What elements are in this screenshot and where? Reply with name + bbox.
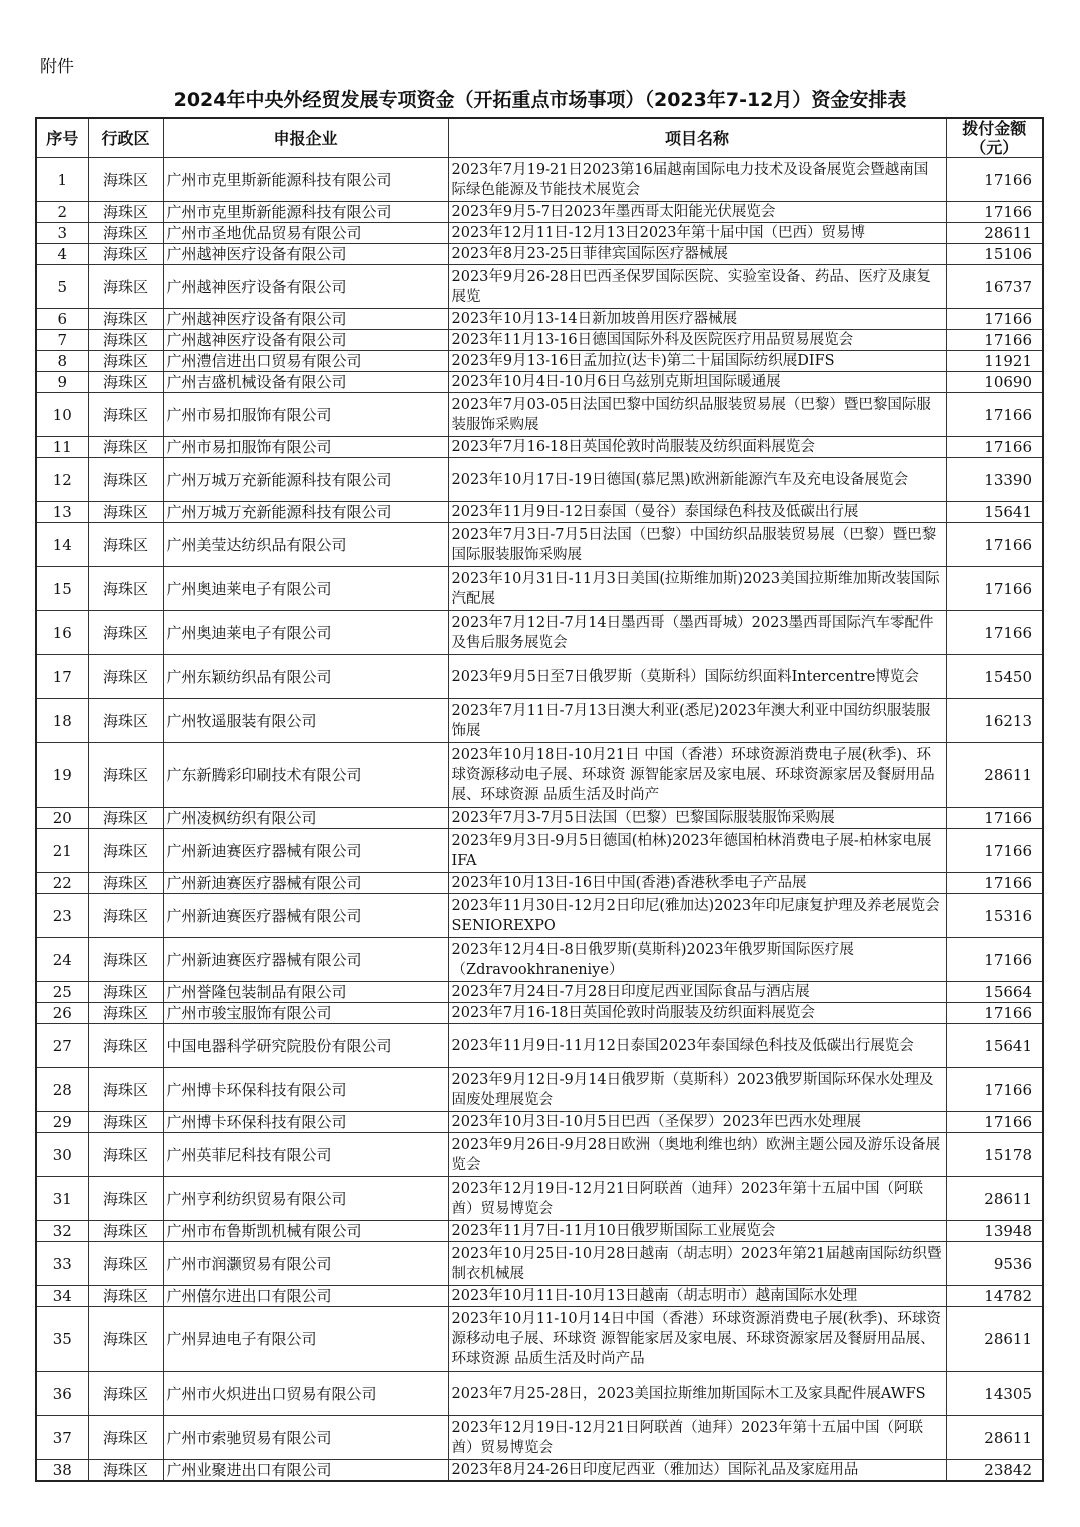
- table-row: [36, 244, 1043, 265]
- row-district: 海珠区: [88, 1177, 163, 1221]
- row-number: 1: [36, 158, 88, 202]
- row-amount: 11921: [946, 351, 1043, 372]
- row-district: 海珠区: [88, 1003, 163, 1024]
- row-number: 9: [36, 372, 88, 393]
- row-number: 38: [36, 1460, 88, 1482]
- row-district: 海珠区: [88, 743, 163, 808]
- row-district: 海珠区: [88, 699, 163, 743]
- row-district: 海珠区: [88, 458, 163, 502]
- row-number: 11: [36, 437, 88, 458]
- table-row: [36, 829, 1043, 873]
- row-amount: 15316: [946, 894, 1043, 938]
- table-body: [36, 158, 1043, 1482]
- row-company: 广州市易扣服饰有限公司: [163, 437, 448, 458]
- table-row: [36, 1177, 1043, 1221]
- row-project: 2023年8月23-25日菲律宾国际医疗器械展: [448, 244, 946, 265]
- row-project: 2023年12月4日-8日俄罗斯(莫斯科)2023年俄罗斯国际医疗展（Zdravookhraneniye）: [448, 938, 946, 982]
- row-district: 海珠区: [88, 223, 163, 244]
- header-company: 申报企业: [163, 118, 448, 158]
- row-company: 广州市易扣服饰有限公司: [163, 393, 448, 437]
- row-district: 海珠区: [88, 1286, 163, 1307]
- table-row: [36, 158, 1043, 202]
- row-district: 海珠区: [88, 1372, 163, 1416]
- row-project: 2023年7月3日-7月5日法国（巴黎）中国纺织品服装贸易展（巴黎）暨巴黎国际服装服饰采购展: [448, 523, 946, 567]
- row-company: 广州市布鲁斯凯机械有限公司: [163, 1221, 448, 1242]
- row-project: 2023年12月19日-12月21日阿联酋（迪拜）2023年第十五届中国（阿联酋）贸易博览会: [448, 1177, 946, 1221]
- row-company: 广州新迪赛医疗器械有限公司: [163, 938, 448, 982]
- row-company: 中国电器科学研究院股份有限公司: [163, 1024, 448, 1068]
- row-amount: 16213: [946, 699, 1043, 743]
- table-row: [36, 1133, 1043, 1177]
- row-company: 广州市骏宝服饰有限公司: [163, 1003, 448, 1024]
- table-row: [36, 894, 1043, 938]
- row-amount: 13948: [946, 1221, 1043, 1242]
- row-number: 31: [36, 1177, 88, 1221]
- row-district: 海珠区: [88, 1416, 163, 1460]
- table-row: [36, 1112, 1043, 1133]
- row-project: 2023年12月11日-12月13日2023年第十届中国（巴西）贸易博: [448, 223, 946, 244]
- table-row: [36, 1221, 1043, 1242]
- row-amount: 28611: [946, 743, 1043, 808]
- row-amount: 17166: [946, 873, 1043, 894]
- row-district: 海珠区: [88, 567, 163, 611]
- row-company: 广州牧遥服装有限公司: [163, 699, 448, 743]
- row-company: 广州越神医疗设备有限公司: [163, 330, 448, 351]
- row-amount: 23842: [946, 1460, 1043, 1482]
- row-district: 海珠区: [88, 808, 163, 829]
- row-project: 2023年7月16-18日英国伦敦时尚服装及纺织面料展览会: [448, 437, 946, 458]
- row-company: 广州业聚进出口有限公司: [163, 1460, 448, 1482]
- row-number: 17: [36, 655, 88, 699]
- row-project: 2023年11月9日-11月12日泰国2023年泰国绿色科技及低碳出行展览会: [448, 1024, 946, 1068]
- header-district: 行政区: [88, 118, 163, 158]
- row-company: 广州万城万充新能源科技有限公司: [163, 458, 448, 502]
- row-project: 2023年11月7日-11月10日俄罗斯国际工业展览会: [448, 1221, 946, 1242]
- row-district: 海珠区: [88, 873, 163, 894]
- row-amount: 17166: [946, 1003, 1043, 1024]
- row-district: 海珠区: [88, 1024, 163, 1068]
- row-amount: 15641: [946, 1024, 1043, 1068]
- row-amount: 17166: [946, 393, 1043, 437]
- row-project: 2023年7月19-21日2023第16届越南国际电力技术及设备展览会暨越南国际绿色能源及节能技术展览会: [448, 158, 946, 202]
- row-company: 广州英菲尼科技有限公司: [163, 1133, 448, 1177]
- table-row: [36, 1024, 1043, 1068]
- row-project: 2023年7月11日-7月13日澳大利亚(悉尼)2023年澳大利亚中国纺织服装服饰展: [448, 699, 946, 743]
- row-district: 海珠区: [88, 437, 163, 458]
- row-company: 广州市圣地优品贸易有限公司: [163, 223, 448, 244]
- row-amount: 17166: [946, 1112, 1043, 1133]
- row-amount: 17166: [946, 1068, 1043, 1112]
- table-row: [36, 1242, 1043, 1286]
- row-number: 12: [36, 458, 88, 502]
- table-row: [36, 1416, 1043, 1460]
- table-row: [36, 1460, 1043, 1482]
- row-company: 广州新迪赛医疗器械有限公司: [163, 829, 448, 873]
- table-row: [36, 458, 1043, 502]
- row-company: 广州东颖纺织品有限公司: [163, 655, 448, 699]
- row-amount: 17166: [946, 437, 1043, 458]
- row-company: 广州僖尔进出口有限公司: [163, 1286, 448, 1307]
- row-number: 7: [36, 330, 88, 351]
- row-company: 广州市克里斯新能源科技有限公司: [163, 158, 448, 202]
- table-row: [36, 938, 1043, 982]
- row-project: 2023年7月12日-7月14日墨西哥（墨西哥城）2023墨西哥国际汽车零配件及售后服务展览会: [448, 611, 946, 655]
- table-row: [36, 1372, 1043, 1416]
- row-district: 海珠区: [88, 894, 163, 938]
- row-amount: 15106: [946, 244, 1043, 265]
- row-project: 2023年7月24日-7月28日印度尼西亚国际食品与酒店展: [448, 982, 946, 1003]
- row-number: 18: [36, 699, 88, 743]
- row-company: 广州博卡环保科技有限公司: [163, 1068, 448, 1112]
- row-company: 广州新迪赛医疗器械有限公司: [163, 894, 448, 938]
- row-amount: 15450: [946, 655, 1043, 699]
- row-number: 34: [36, 1286, 88, 1307]
- row-number: 2: [36, 202, 88, 223]
- row-company: 广州奥迪莱电子有限公司: [163, 611, 448, 655]
- row-company: 广州凌枫纺织有限公司: [163, 808, 448, 829]
- row-number: 37: [36, 1416, 88, 1460]
- row-district: 海珠区: [88, 523, 163, 567]
- row-number: 6: [36, 309, 88, 330]
- row-district: 海珠区: [88, 330, 163, 351]
- row-district: 海珠区: [88, 1460, 163, 1482]
- row-amount: 17166: [946, 330, 1043, 351]
- row-project: 2023年7月03-05日法国巴黎中国纺织品服装贸易展（巴黎）暨巴黎国际服装服饰采购展: [448, 393, 946, 437]
- row-amount: 17166: [946, 829, 1043, 873]
- row-company: 广州美莹达纺织品有限公司: [163, 523, 448, 567]
- row-amount: 14782: [946, 1286, 1043, 1307]
- table-row: [36, 309, 1043, 330]
- row-number: 29: [36, 1112, 88, 1133]
- row-project: 2023年8月24-26日印度尼西亚（雅加达）国际礼品及家庭用品: [448, 1460, 946, 1482]
- row-district: 海珠区: [88, 351, 163, 372]
- row-number: 3: [36, 223, 88, 244]
- row-amount: 17166: [946, 158, 1043, 202]
- row-district: 海珠区: [88, 158, 163, 202]
- row-district: 海珠区: [88, 309, 163, 330]
- table-row: [36, 655, 1043, 699]
- table-row: [36, 393, 1043, 437]
- row-amount: 14305: [946, 1372, 1043, 1416]
- row-project: 2023年10月13-14日新加坡兽用医疗器械展: [448, 309, 946, 330]
- row-project: 2023年9月12日-9月14日俄罗斯（莫斯科）2023俄罗斯国际环保水处理及固废处理展览会: [448, 1068, 946, 1112]
- row-amount: 15641: [946, 502, 1043, 523]
- table-row: [36, 437, 1043, 458]
- row-amount: 28611: [946, 223, 1043, 244]
- row-project: 2023年10月18日-10月21日 中国（香港）环球资源消费电子展(秋季)、环球资源移动电子展、环球资 源智能家居及家电展、环球资源家居及餐厨用品展、环球资源 品质生活及时尚产: [448, 743, 946, 808]
- row-amount: 17166: [946, 808, 1043, 829]
- row-number: 27: [36, 1024, 88, 1068]
- row-company: 广州奥迪莱电子有限公司: [163, 567, 448, 611]
- row-district: 海珠区: [88, 1112, 163, 1133]
- row-company: 广州市克里斯新能源科技有限公司: [163, 202, 448, 223]
- row-district: 海珠区: [88, 1221, 163, 1242]
- row-district: 海珠区: [88, 1133, 163, 1177]
- row-amount: 17166: [946, 938, 1043, 982]
- row-company: 广州昇迪电子有限公司: [163, 1307, 448, 1372]
- row-company: 广州吉盛机械设备有限公司: [163, 372, 448, 393]
- table-row: [36, 265, 1043, 309]
- header-project: 项目名称: [448, 118, 946, 158]
- row-number: 26: [36, 1003, 88, 1024]
- row-project: 2023年11月30日-12月2日印尼(雅加达)2023年印尼康复护理及养老展览会SENIOREXPO: [448, 894, 946, 938]
- table-row: [36, 1286, 1043, 1307]
- row-amount: 28611: [946, 1177, 1043, 1221]
- row-project: 2023年7月3-7月5日法国（巴黎）巴黎国际服装服饰采购展: [448, 808, 946, 829]
- row-project: 2023年7月16-18日英国伦敦时尚服装及纺织面料展览会: [448, 1003, 946, 1024]
- row-company: 广州博卡环保科技有限公司: [163, 1112, 448, 1133]
- row-project: 2023年9月5-7日2023年墨西哥太阳能光伏展览会: [448, 202, 946, 223]
- table-row: [36, 523, 1043, 567]
- table-row: [36, 502, 1043, 523]
- row-amount: 15178: [946, 1133, 1043, 1177]
- row-company: 广州誉隆包装制品有限公司: [163, 982, 448, 1003]
- row-number: 21: [36, 829, 88, 873]
- row-number: 28: [36, 1068, 88, 1112]
- row-company: 广州越神医疗设备有限公司: [163, 244, 448, 265]
- row-project: 2023年7月25-28日，2023美国拉斯维加斯国际木工及家具配件展AWFS: [448, 1372, 946, 1416]
- funding-table: [35, 117, 1044, 1482]
- row-amount: 17166: [946, 309, 1043, 330]
- table-row: [36, 743, 1043, 808]
- row-project: 2023年10月17日-19日德国(慕尼黑)欧洲新能源汽车及充电设备展览会: [448, 458, 946, 502]
- row-company: 广州亨利纺织贸易有限公司: [163, 1177, 448, 1221]
- row-project: 2023年11月13-16日德国国际外科及医院医疗用品贸易展览会: [448, 330, 946, 351]
- row-company: 广州万城万充新能源科技有限公司: [163, 502, 448, 523]
- row-project: 2023年10月13日-16日中国(香港)香港秋季电子产品展: [448, 873, 946, 894]
- row-number: 23: [36, 894, 88, 938]
- row-number: 16: [36, 611, 88, 655]
- table-row: [36, 372, 1043, 393]
- row-company: 广州新迪赛医疗器械有限公司: [163, 873, 448, 894]
- row-amount: 9536: [946, 1242, 1043, 1286]
- row-district: 海珠区: [88, 372, 163, 393]
- row-number: 15: [36, 567, 88, 611]
- table-row: [36, 1068, 1043, 1112]
- row-number: 24: [36, 938, 88, 982]
- row-number: 19: [36, 743, 88, 808]
- header-no: 序号: [36, 118, 88, 158]
- row-number: 10: [36, 393, 88, 437]
- table-row: [36, 808, 1043, 829]
- table-row: [36, 873, 1043, 894]
- row-number: 22: [36, 873, 88, 894]
- row-district: 海珠区: [88, 393, 163, 437]
- row-project: 2023年9月26日-9月28日欧洲（奥地利维也纳）欧洲主题公园及游乐设备展览会: [448, 1133, 946, 1177]
- row-district: 海珠区: [88, 829, 163, 873]
- row-amount: 17166: [946, 611, 1043, 655]
- row-project: 2023年10月3日-10月5日巴西（圣保罗）2023年巴西水处理展: [448, 1112, 946, 1133]
- row-district: 海珠区: [88, 1307, 163, 1372]
- row-district: 海珠区: [88, 202, 163, 223]
- row-project: 2023年10月25日-10月28日越南（胡志明）2023年第21届越南国际纺织暨制衣机械展: [448, 1242, 946, 1286]
- row-company: 广州市索驰贸易有限公司: [163, 1416, 448, 1460]
- table-row: [36, 223, 1043, 244]
- row-amount: 16737: [946, 265, 1043, 309]
- row-number: 5: [36, 265, 88, 309]
- row-number: 35: [36, 1307, 88, 1372]
- table-row: [36, 611, 1043, 655]
- row-number: 30: [36, 1133, 88, 1177]
- row-company: 广州市火炽进出口贸易有限公司: [163, 1372, 448, 1416]
- row-company: 广州越神医疗设备有限公司: [163, 309, 448, 330]
- row-number: 36: [36, 1372, 88, 1416]
- header-amount: 拨付金额（元）: [946, 118, 1043, 158]
- row-company: 广东新腾彩印刷技术有限公司: [163, 743, 448, 808]
- row-district: 海珠区: [88, 611, 163, 655]
- row-company: 广州越神医疗设备有限公司: [163, 265, 448, 309]
- row-project: 2023年12月19日-12月21日阿联酋（迪拜）2023年第十五届中国（阿联酋）贸易博览会: [448, 1416, 946, 1460]
- row-number: 14: [36, 523, 88, 567]
- table-row: [36, 202, 1043, 223]
- table-row: [36, 982, 1043, 1003]
- row-company: 广州市润灏贸易有限公司: [163, 1242, 448, 1286]
- table-row: [36, 567, 1043, 611]
- row-district: 海珠区: [88, 1242, 163, 1286]
- row-amount: 17166: [946, 567, 1043, 611]
- row-project: 2023年9月5日至7日俄罗斯（莫斯科）国际纺织面料Intercentre博览会: [448, 655, 946, 699]
- row-number: 13: [36, 502, 88, 523]
- row-amount: 17166: [946, 523, 1043, 567]
- row-amount: 10690: [946, 372, 1043, 393]
- row-number: 4: [36, 244, 88, 265]
- row-amount: 28611: [946, 1307, 1043, 1372]
- row-number: 8: [36, 351, 88, 372]
- row-project: 2023年10月11日-10月13日越南（胡志明市）越南国际水处理: [448, 1286, 946, 1307]
- row-amount: 15664: [946, 982, 1043, 1003]
- row-project: 2023年11月9日-12日泰国（曼谷）泰国绿色科技及低碳出行展: [448, 502, 946, 523]
- row-number: 32: [36, 1221, 88, 1242]
- row-project: 2023年9月13-16日孟加拉(达卡)第二十届国际纺织展DIFS: [448, 351, 946, 372]
- row-project: 2023年10月4日-10月6日乌兹别克斯坦国际暖通展: [448, 372, 946, 393]
- row-company: 广州澧信进出口贸易有限公司: [163, 351, 448, 372]
- row-amount: 28611: [946, 1416, 1043, 1460]
- row-district: 海珠区: [88, 1068, 163, 1112]
- header-row: [36, 118, 1043, 158]
- row-district: 海珠区: [88, 265, 163, 309]
- row-district: 海珠区: [88, 982, 163, 1003]
- table-row: [36, 330, 1043, 351]
- row-amount: 17166: [946, 202, 1043, 223]
- row-project: 2023年10月11-10月14日中国（香港）环球资源消费电子展(秋季)、环球资源移动电子展、环球资 源智能家居及家电展、环球资源家居及餐厨用品展、环球资源 品质生活及时尚产品: [448, 1307, 946, 1372]
- row-number: 25: [36, 982, 88, 1003]
- table-row: [36, 1003, 1043, 1024]
- table-row: [36, 351, 1043, 372]
- row-district: 海珠区: [88, 938, 163, 982]
- document-title: 2024年中央外经贸发展专项资金（开拓重点市场事项）（2023年7-12月）资金安排表: [173, 89, 907, 111]
- row-number: 33: [36, 1242, 88, 1286]
- row-district: 海珠区: [88, 502, 163, 523]
- table-row: [36, 1307, 1043, 1372]
- attachment-label: 附件: [40, 57, 74, 77]
- row-project: 2023年9月26-28日巴西圣保罗国际医院、实验室设备、药品、医疗及康复展览: [448, 265, 946, 309]
- table-row: [36, 699, 1043, 743]
- row-project: 2023年9月3日-9月5日德国(柏林)2023年德国柏林消费电子展-柏林家电展IFA: [448, 829, 946, 873]
- row-district: 海珠区: [88, 655, 163, 699]
- row-number: 20: [36, 808, 88, 829]
- row-district: 海珠区: [88, 244, 163, 265]
- row-project: 2023年10月31日-11月3日美国(拉斯维加斯)2023美国拉斯维加斯改装国际汽配展: [448, 567, 946, 611]
- row-amount: 13390: [946, 458, 1043, 502]
